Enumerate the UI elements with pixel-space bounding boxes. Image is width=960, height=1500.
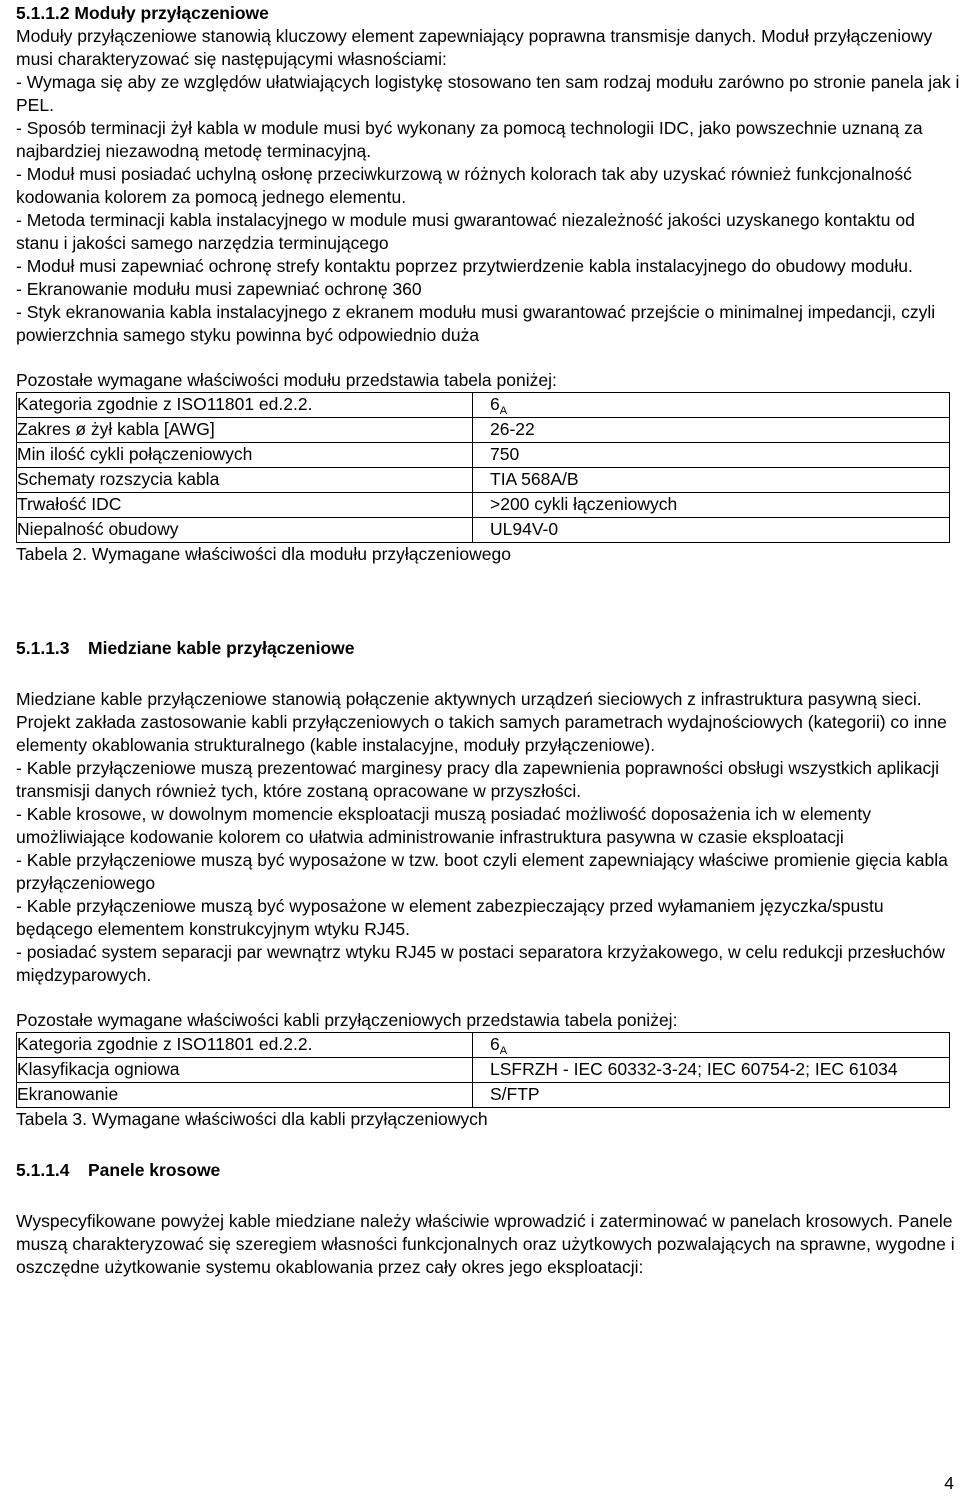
table-row <box>17 1058 950 1083</box>
paragraph: - posiadać system separacji par wewnątrz wtyku RJ45 w postaci separatora krzyżakowego, w celu redukcji przesłuchów międzyparowych. <box>16 942 945 985</box>
paragraph: Moduły przyłączeniowe stanowią kluczowy element zapewniający poprawna transmisje danych. Moduł przyłączeniowy musi charakteryzować się następującymi własnościami: <box>16 26 933 69</box>
table-caption: Tabela 2. Wymagane właściwości dla modułu przyłączeniowego <box>16 544 511 564</box>
paragraph: - Moduł musi posiadać uchylną osłonę przeciwkurzową w różnych kolorach tak aby uzyskać również funkcjonalność kodowania kolorem za pomocą jednego elementu. <box>16 164 912 207</box>
table-value: TIA 568A/B <box>473 468 950 493</box>
paragraph: - Styk ekranowania kabla instalacyjnego z ekranem modułu musi gwarantować przejście o minimalnej impedancji, czyli powierzchnia samego styku powinna być odpowiednio duża <box>16 302 936 345</box>
table-key: Niepalność obudowy <box>17 518 473 543</box>
table-row <box>17 393 950 418</box>
table-value: UL94V-0 <box>473 518 950 543</box>
table-value: 26-22 <box>473 418 950 443</box>
table-key: Klasyfikacja ogniowa <box>17 1058 473 1083</box>
paragraph: Miedziane kable przyłączeniowe stanowią połączenie aktywnych urządzeń sieciowych z infrastruktura pasywną sieci. Projekt zakłada zastosowanie kabli przyłączeniowych o takich samych parametrach wydajnościowych (kategorii) co inne elementy okablowania strukturalnego (kable instalacyjne, moduły przyłączeniowe). <box>16 689 947 755</box>
table-value: LSFRZH - IEC 60332-3-24; IEC 60754-2; IEC 61034 <box>473 1058 950 1083</box>
table-intro: Pozostałe wymagane właściwości kabli przyłączeniowych przedstawia tabela poniżej: <box>16 1010 678 1030</box>
section-number: 5.1.1.2 <box>16 3 70 23</box>
table-value: 750 <box>473 443 950 468</box>
table-row <box>17 443 950 468</box>
table-key: Zakres ø żył kabla [AWG] <box>17 418 473 443</box>
paragraph: - Kable przyłączeniowe muszą być wyposażone w tzw. boot czyli element zapewniający właściwe promienie gięcia kabla przyłączeniowego <box>16 850 948 893</box>
table-key: Schematy rozszycia kabla <box>17 468 473 493</box>
table-key: Kategoria zgodnie z ISO11801 ed.2.2. <box>17 393 473 418</box>
paragraph: - Moduł musi zapewniać ochronę strefy kontaktu poprzez przytwierdzenie kabla instalacyjnego do obudowy modułu. <box>16 256 913 276</box>
paragraph: - Metoda terminacji kabla instalacyjnego w module musi gwarantować niezależność jakości uzyskanego kontaktu od stanu i jakości samego narzędzia terminującego <box>16 210 915 253</box>
section-title: Miedziane kable przyłączeniowe <box>88 638 355 658</box>
table-key: Min ilość cykli połączeniowych <box>17 443 473 468</box>
paragraph: - Ekranowanie modułu musi zapewniać ochronę 360 <box>16 279 422 299</box>
table-value: >200 cykli łączeniowych <box>473 493 950 518</box>
section-title: Moduły przyłączeniowe <box>74 3 269 23</box>
page-number: 4 <box>944 1473 954 1493</box>
section-heading-5-1-1-4 <box>16 1159 960 1182</box>
table-key: Ekranowanie <box>17 1083 473 1108</box>
table-row <box>17 493 950 518</box>
table-intro: Pozostałe wymagane właściwości modułu przedstawia tabela poniżej: <box>16 370 557 390</box>
table-row <box>17 518 950 543</box>
document-page <box>16 2 960 1279</box>
table-value: $6_A$ <box>473 1033 950 1058</box>
table-row <box>17 468 950 493</box>
table-row <box>17 1033 950 1058</box>
paragraph: Wyspecyfikowane powyżej kable miedziane należy właściwie wprowadzić i zaterminować w panelach krosowych. Panele muszą charakteryzować się szeregiem własności funkcjonalnych oraz użytkowych pozwalających na sprawne, wygodne i oszczędne użytkowanie systemu okablowania przez cały okres jego eksploatacji: <box>16 1211 955 1277</box>
table-key: Kategoria zgodnie z ISO11801 ed.2.2. <box>17 1033 473 1058</box>
table-row <box>17 1083 950 1108</box>
section-number: 5.1.1.4 <box>16 1160 70 1180</box>
section-number: 5.1.1.3 <box>16 638 70 658</box>
table-value: S/FTP <box>473 1083 950 1108</box>
module-properties-table <box>16 392 950 543</box>
section-heading-5-1-1-2 <box>16 2 960 25</box>
table-caption: Tabela 3. Wymagane właściwości dla kabli przyłączeniowych <box>16 1109 488 1129</box>
paragraph: - Kable przyłączeniowe muszą prezentować marginesy pracy dla zapewnienia poprawności obsługi wszystkich aplikacji transmisji danych również tych, które zostaną opracowane w przyszłości. <box>16 758 940 801</box>
paragraph: - Kable przyłączeniowe muszą być wyposażone w element zabezpieczający przed wyłamaniem języczka/spustu będącego elementem konstrukcyjnym wtyku RJ45. <box>16 896 884 939</box>
paragraph: - Kable krosowe, w dowolnym momencie eksploatacji muszą posiadać możliwość doposażenia ich w elementy umożliwiające kodowanie kolorem co ułatwia administrowanie infrastruktura pasywna w czasie eksploatacji <box>16 804 871 847</box>
section-title: Panele krosowe <box>88 1160 221 1180</box>
table-key: Trwałość IDC <box>17 493 473 518</box>
table-row <box>17 418 950 443</box>
section-heading-5-1-1-3 <box>16 637 960 660</box>
cable-properties-table <box>16 1032 950 1108</box>
paragraph: - Sposób terminacji żył kabla w module musi być wykonany za pomocą technologii IDC, jako powszechnie uznaną za najbardziej niezawodną metodę terminacyjną. <box>16 118 923 161</box>
table-value: $6_A$ <box>473 393 950 418</box>
paragraph: - Wymaga się aby ze względów ułatwiających logistykę stosowano ten sam rodzaj modułu zarówno po stronie panela jak i PEL. <box>16 72 960 115</box>
